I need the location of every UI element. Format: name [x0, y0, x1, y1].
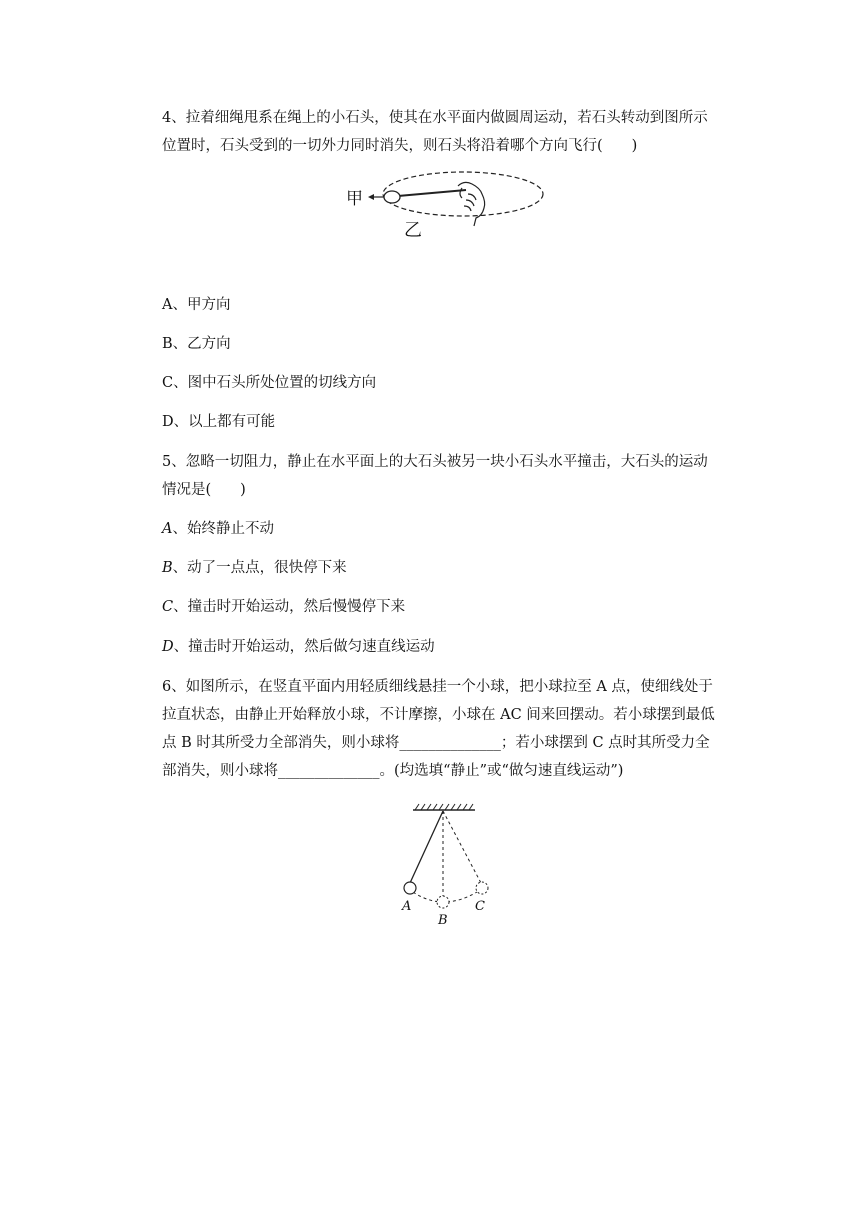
q4-option-b: B、乙方向 — [162, 336, 231, 352]
q6-label-a: A — [402, 899, 412, 914]
q6-line-3: 点 B 时其所受力全部消失，则小球将______________；若小球摆到 C 点时其所受力全 — [162, 735, 710, 751]
q4-option-c: C、图中石头所处位置的切线方向 — [162, 375, 377, 391]
q6-label-c: C — [475, 899, 485, 914]
q5-line-2: 情况是( ) — [162, 482, 246, 498]
q5-option-c — [162, 597, 405, 617]
q6-line-1: 6、如图所示，在竖直平面内用轻质细线悬挂一个小球，把小球拉至 A 点，使细线处于 — [162, 679, 713, 695]
q5-option-d — [162, 637, 435, 657]
q4-line-1: 4、拉着细绳甩系在绳上的小石头，使其在水平面内做圆周运动，若石头转动到图所示 — [162, 110, 708, 126]
q5-option-b-letter: B — [162, 560, 173, 576]
q4-option-d: D、以上都有可能 — [162, 414, 276, 430]
q4-label-yi: 乙 — [404, 220, 422, 241]
q5-option-d-letter: D — [162, 639, 174, 655]
q6-figure-pendulum — [395, 800, 505, 928]
q5-option-c-text: 、撞击时开始运动，然后慢慢停下来 — [173, 599, 406, 615]
q6-label-b: B — [438, 913, 448, 928]
q6-line-2: 拉直状态，由静止开始释放小球，不计摩擦，小球在 AC 间来回摆动。若小球摆到最低 — [162, 707, 715, 723]
q5-option-b-text: 、动了一点点，很快停下来 — [172, 560, 347, 576]
q5-option-a — [162, 519, 274, 539]
q4-figure-sling-stone — [340, 168, 550, 242]
q4-line-2: 位置时，石头受到的一切外力同时消失，则石头将沿着哪个方向飞行( ) — [162, 138, 638, 154]
q4-option-a: A、甲方向 — [162, 297, 231, 313]
q5-option-a-letter: A — [162, 521, 173, 537]
q6-line-4: 部消失，则小球将______________。(均选填“静止”或“做匀速直线运动”) — [162, 763, 624, 779]
q5-option-c-letter: C — [162, 599, 174, 615]
q4-label-jia: 甲 — [346, 189, 363, 209]
q5-option-a-text: 、始终静止不动 — [172, 521, 274, 537]
q5-option-b — [162, 558, 347, 578]
q5-line-1: 5、忽略一切阻力，静止在水平面上的大石头被另一块小石头水平撞击，大石头的运动 — [162, 454, 708, 470]
q5-option-d-text: 、撞击时开始运动，然后做匀速直线运动 — [173, 639, 435, 655]
